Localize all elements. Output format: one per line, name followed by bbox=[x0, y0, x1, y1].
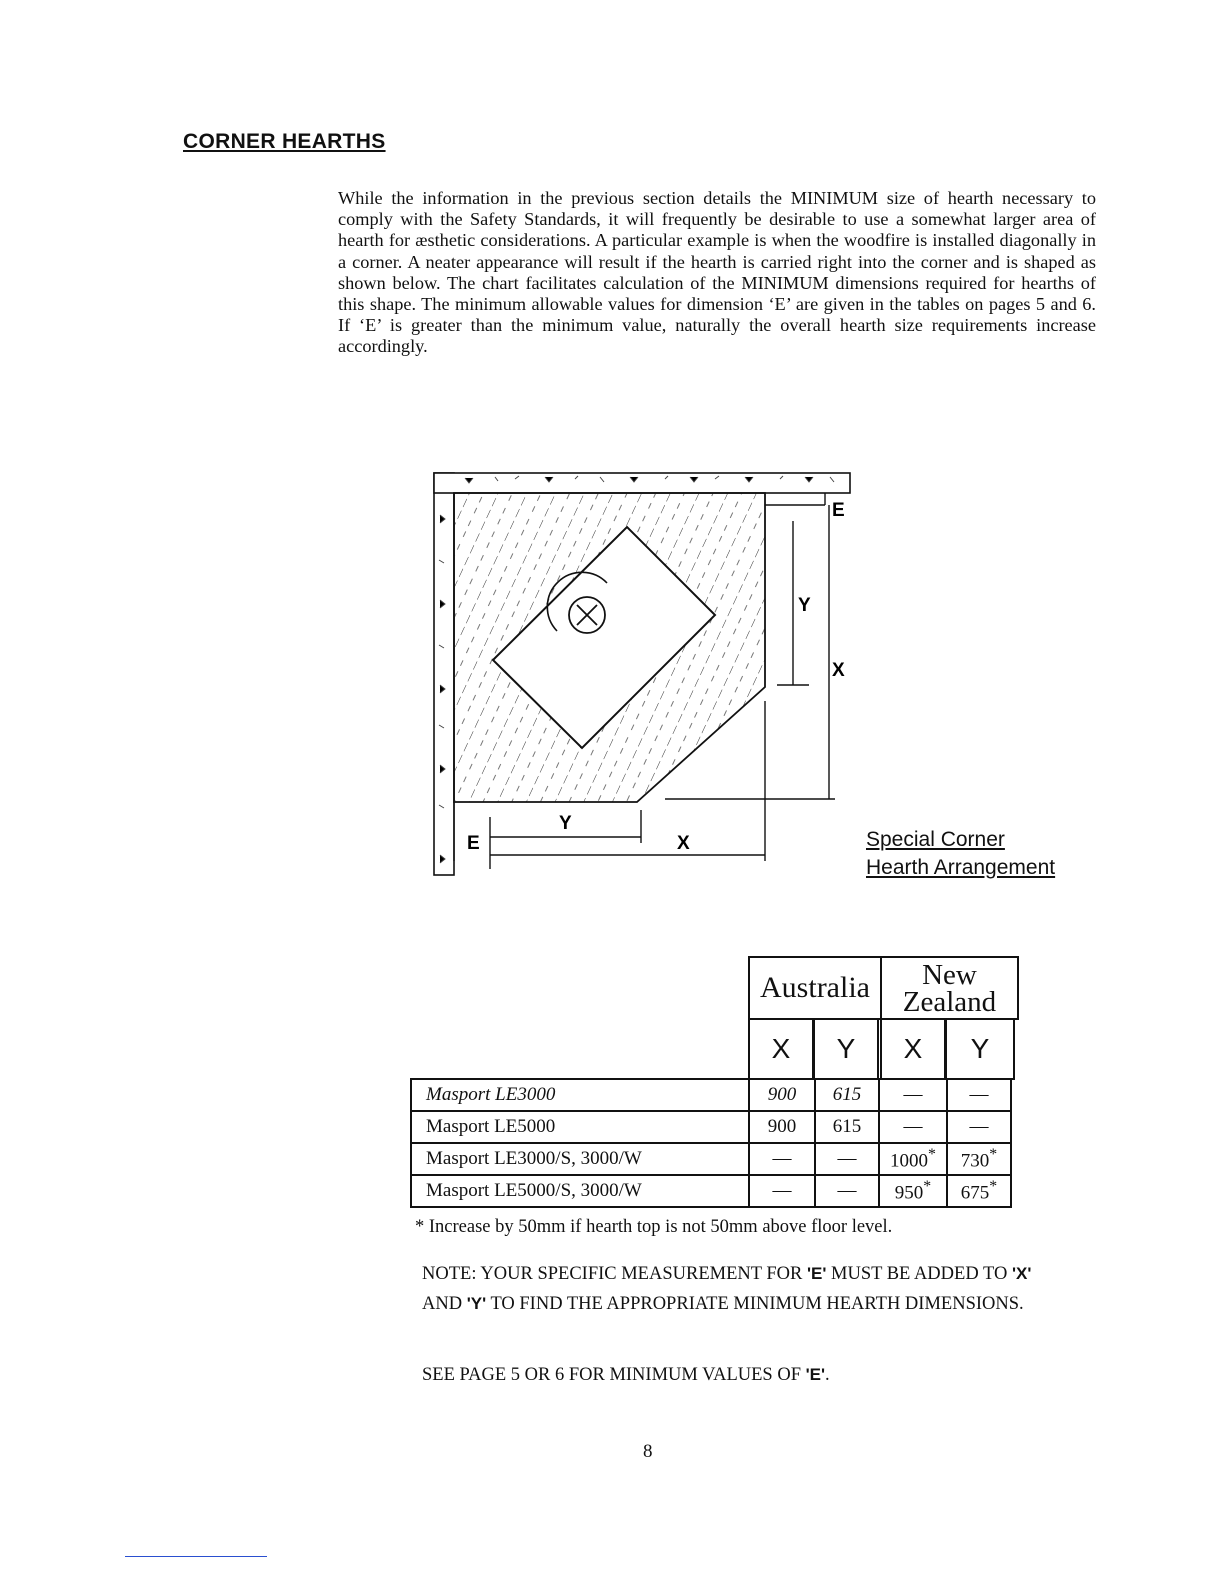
au-x-value: 900 bbox=[749, 1111, 815, 1143]
asterisk-mark: * bbox=[928, 1145, 936, 1163]
asterisk-mark: * bbox=[989, 1145, 998, 1163]
see-page-note bbox=[422, 1360, 830, 1390]
note-quote-y: 'Y' bbox=[466, 1294, 487, 1313]
nz-y-cell bbox=[947, 1143, 1011, 1175]
au-y-value: — bbox=[815, 1143, 879, 1175]
dim-x-bottom: X bbox=[677, 833, 690, 854]
dim-x-right: X bbox=[832, 660, 845, 681]
page-title: CORNER HEARTHS bbox=[183, 130, 386, 153]
asterisk-mark: * bbox=[989, 1177, 998, 1195]
note-text-4: TO FIND THE APPROPRIATE MINIMUM HEARTH DIMENSIONS. bbox=[486, 1294, 1024, 1314]
dim-y-bottom: Y bbox=[559, 813, 572, 834]
table-row bbox=[411, 1143, 1011, 1175]
au-y-value: 615 bbox=[815, 1079, 879, 1111]
table-row bbox=[411, 1175, 1011, 1207]
caption-line-1: Special Corner bbox=[866, 828, 1005, 851]
col-header-au-x: X bbox=[748, 1018, 814, 1080]
asterisk-mark: * bbox=[923, 1177, 932, 1195]
nz-y-value: — bbox=[947, 1079, 1011, 1111]
note-quote-x: 'X' bbox=[1011, 1264, 1032, 1283]
table-row bbox=[411, 1111, 1011, 1143]
page-number: 8 bbox=[643, 1441, 653, 1462]
see-text: SEE PAGE 5 OR 6 FOR MINIMUM VALUES OF bbox=[422, 1365, 806, 1385]
au-x-value: — bbox=[749, 1175, 815, 1207]
nz-y-cell bbox=[947, 1175, 1011, 1207]
nz-x-cell bbox=[879, 1175, 947, 1207]
model-name: Masport LE5000 bbox=[411, 1111, 749, 1143]
see-end: . bbox=[825, 1365, 830, 1385]
see-quote-e: 'E' bbox=[805, 1365, 826, 1384]
nz-y-value: 675 bbox=[960, 1182, 990, 1204]
dimensions-table bbox=[410, 1078, 1012, 1208]
au-y-value: 615 bbox=[815, 1111, 879, 1143]
nz-x-value: 950 bbox=[894, 1182, 924, 1204]
note-text-1: NOTE: YOUR SPECIFIC MEASUREMENT FOR bbox=[422, 1264, 807, 1284]
nz-x-value: 1000 bbox=[890, 1150, 929, 1172]
australia-label: Australia bbox=[760, 971, 870, 1004]
model-name: Masport LE5000/S, 3000/W bbox=[411, 1175, 749, 1207]
note-text-3: AND bbox=[422, 1294, 467, 1314]
au-x-value: — bbox=[749, 1143, 815, 1175]
au-y-value: — bbox=[815, 1175, 879, 1207]
model-name: Masport LE3000 bbox=[411, 1079, 749, 1111]
intro-paragraph: While the information in the previous section details the MINIMUM size of hearth necessary to comply with the Safety Standards, it will frequently be desirable to use a somewhat larger area of hearth for æsthetic considerations. A particular example is when the woodfire is installed diagonally in a corner. A neater appearance will result if the hearth is carried right into the corner and is shaped as shown below. The chart facilitates calculation of the MINIMUM dimensions required for hearths of this shape. The minimum allowable values for dimension ‘E’ are given in the tables on pages 5 and 6. If ‘E’ is greater than the minimum value, naturally the overall hearth size requirements increase accordingly. bbox=[338, 188, 1096, 357]
nz-line-1: New bbox=[922, 959, 977, 991]
nz-x-cell bbox=[879, 1143, 947, 1175]
col-header-nz-y: Y bbox=[945, 1018, 1015, 1080]
caption-line-2: Hearth Arrangement bbox=[866, 856, 1056, 879]
au-x-value: 900 bbox=[749, 1079, 815, 1111]
nz-x-value: — bbox=[879, 1079, 947, 1111]
note-quote-e: 'E' bbox=[806, 1264, 827, 1283]
col-header-au-y: Y bbox=[813, 1018, 879, 1080]
dim-e-bottom: E bbox=[467, 833, 480, 854]
col-header-nz-x: X bbox=[880, 1018, 946, 1080]
header-australia bbox=[748, 956, 882, 1020]
model-name: Masport LE3000/S, 3000/W bbox=[411, 1143, 749, 1175]
table-footnote: * Increase by 50mm if hearth top is not 50mm above floor level. bbox=[415, 1217, 893, 1237]
left-wall bbox=[434, 473, 454, 875]
bottom-dimensions bbox=[454, 802, 765, 869]
bottom-rule bbox=[125, 1556, 267, 1557]
corner-hearth-diagram bbox=[425, 465, 855, 885]
nz-line-2: Zealand bbox=[902, 986, 997, 1018]
note-paragraph bbox=[422, 1259, 1042, 1319]
dim-e-right: E bbox=[832, 500, 845, 521]
diagram-caption bbox=[866, 826, 1055, 882]
header-new-zealand bbox=[880, 956, 1019, 1020]
dim-y-right: Y bbox=[798, 595, 811, 616]
nz-y-value: — bbox=[947, 1111, 1011, 1143]
note-text-2: MUST BE ADDED TO bbox=[826, 1264, 1012, 1284]
table-row bbox=[411, 1079, 1011, 1111]
nz-y-value: 730 bbox=[960, 1150, 990, 1172]
top-wall bbox=[434, 473, 850, 493]
nz-x-value: — bbox=[879, 1111, 947, 1143]
